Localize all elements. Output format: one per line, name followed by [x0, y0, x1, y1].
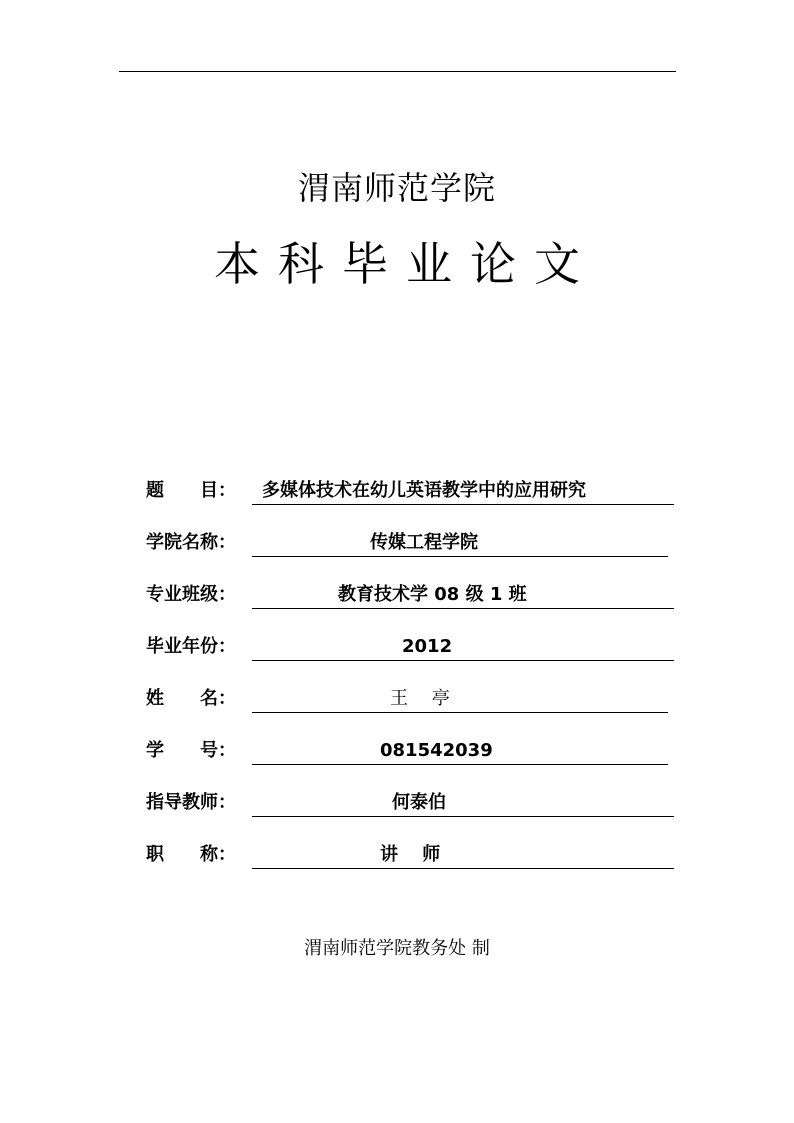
field-label-college: 学院名称： [146, 532, 236, 553]
field-value-title-line [252, 478, 674, 505]
issuer-footer: 渭南师范学院教务处 制 [304, 938, 490, 959]
field-value-title: 多媒体技术在幼儿英语教学中的应用研究 [262, 480, 586, 501]
cover-info-table [146, 478, 674, 894]
field-row-advisor [146, 790, 674, 816]
field-label-graduation-year: 毕业年份： [146, 636, 236, 657]
field-value-student-id: 081542039 [380, 740, 493, 761]
field-label-name: 姓 名： [146, 688, 236, 709]
field-value-rank: 讲 师 [380, 844, 441, 865]
field-value-rank-line [252, 842, 674, 869]
field-value-advisor-line [252, 790, 674, 817]
field-value-graduation-year-line [252, 634, 674, 661]
field-value-college: 传媒工程学院 [370, 532, 478, 553]
field-row-graduation-year [146, 634, 674, 660]
field-row-college [146, 530, 674, 556]
field-value-advisor: 何泰伯 [392, 792, 446, 813]
field-row-rank [146, 842, 674, 868]
field-row-title [146, 478, 674, 504]
field-value-major-class-line [252, 582, 674, 609]
field-row-major-class [146, 582, 674, 608]
field-label-rank: 职 称： [146, 844, 236, 865]
field-label-title: 题 目： [146, 480, 236, 501]
field-value-graduation-year: 2012 [402, 636, 453, 657]
field-value-name: 王 亭 [390, 688, 450, 709]
field-value-college-line [252, 530, 668, 557]
field-row-name [146, 686, 674, 712]
header-rule [119, 71, 676, 72]
document-type-title: 本科毕业论文 [214, 237, 598, 291]
field-label-student-id: 学 号： [146, 740, 236, 761]
school-name: 渭南师范学院 [297, 169, 496, 207]
field-value-student-id-line [252, 738, 668, 765]
field-row-student-id [146, 738, 674, 764]
field-value-name-line [252, 686, 668, 713]
field-value-major-class: 教育技术学 08 级 1 班 [338, 584, 527, 605]
field-label-advisor: 指导教师： [146, 792, 236, 813]
field-label-major-class: 专业班级： [146, 584, 236, 605]
